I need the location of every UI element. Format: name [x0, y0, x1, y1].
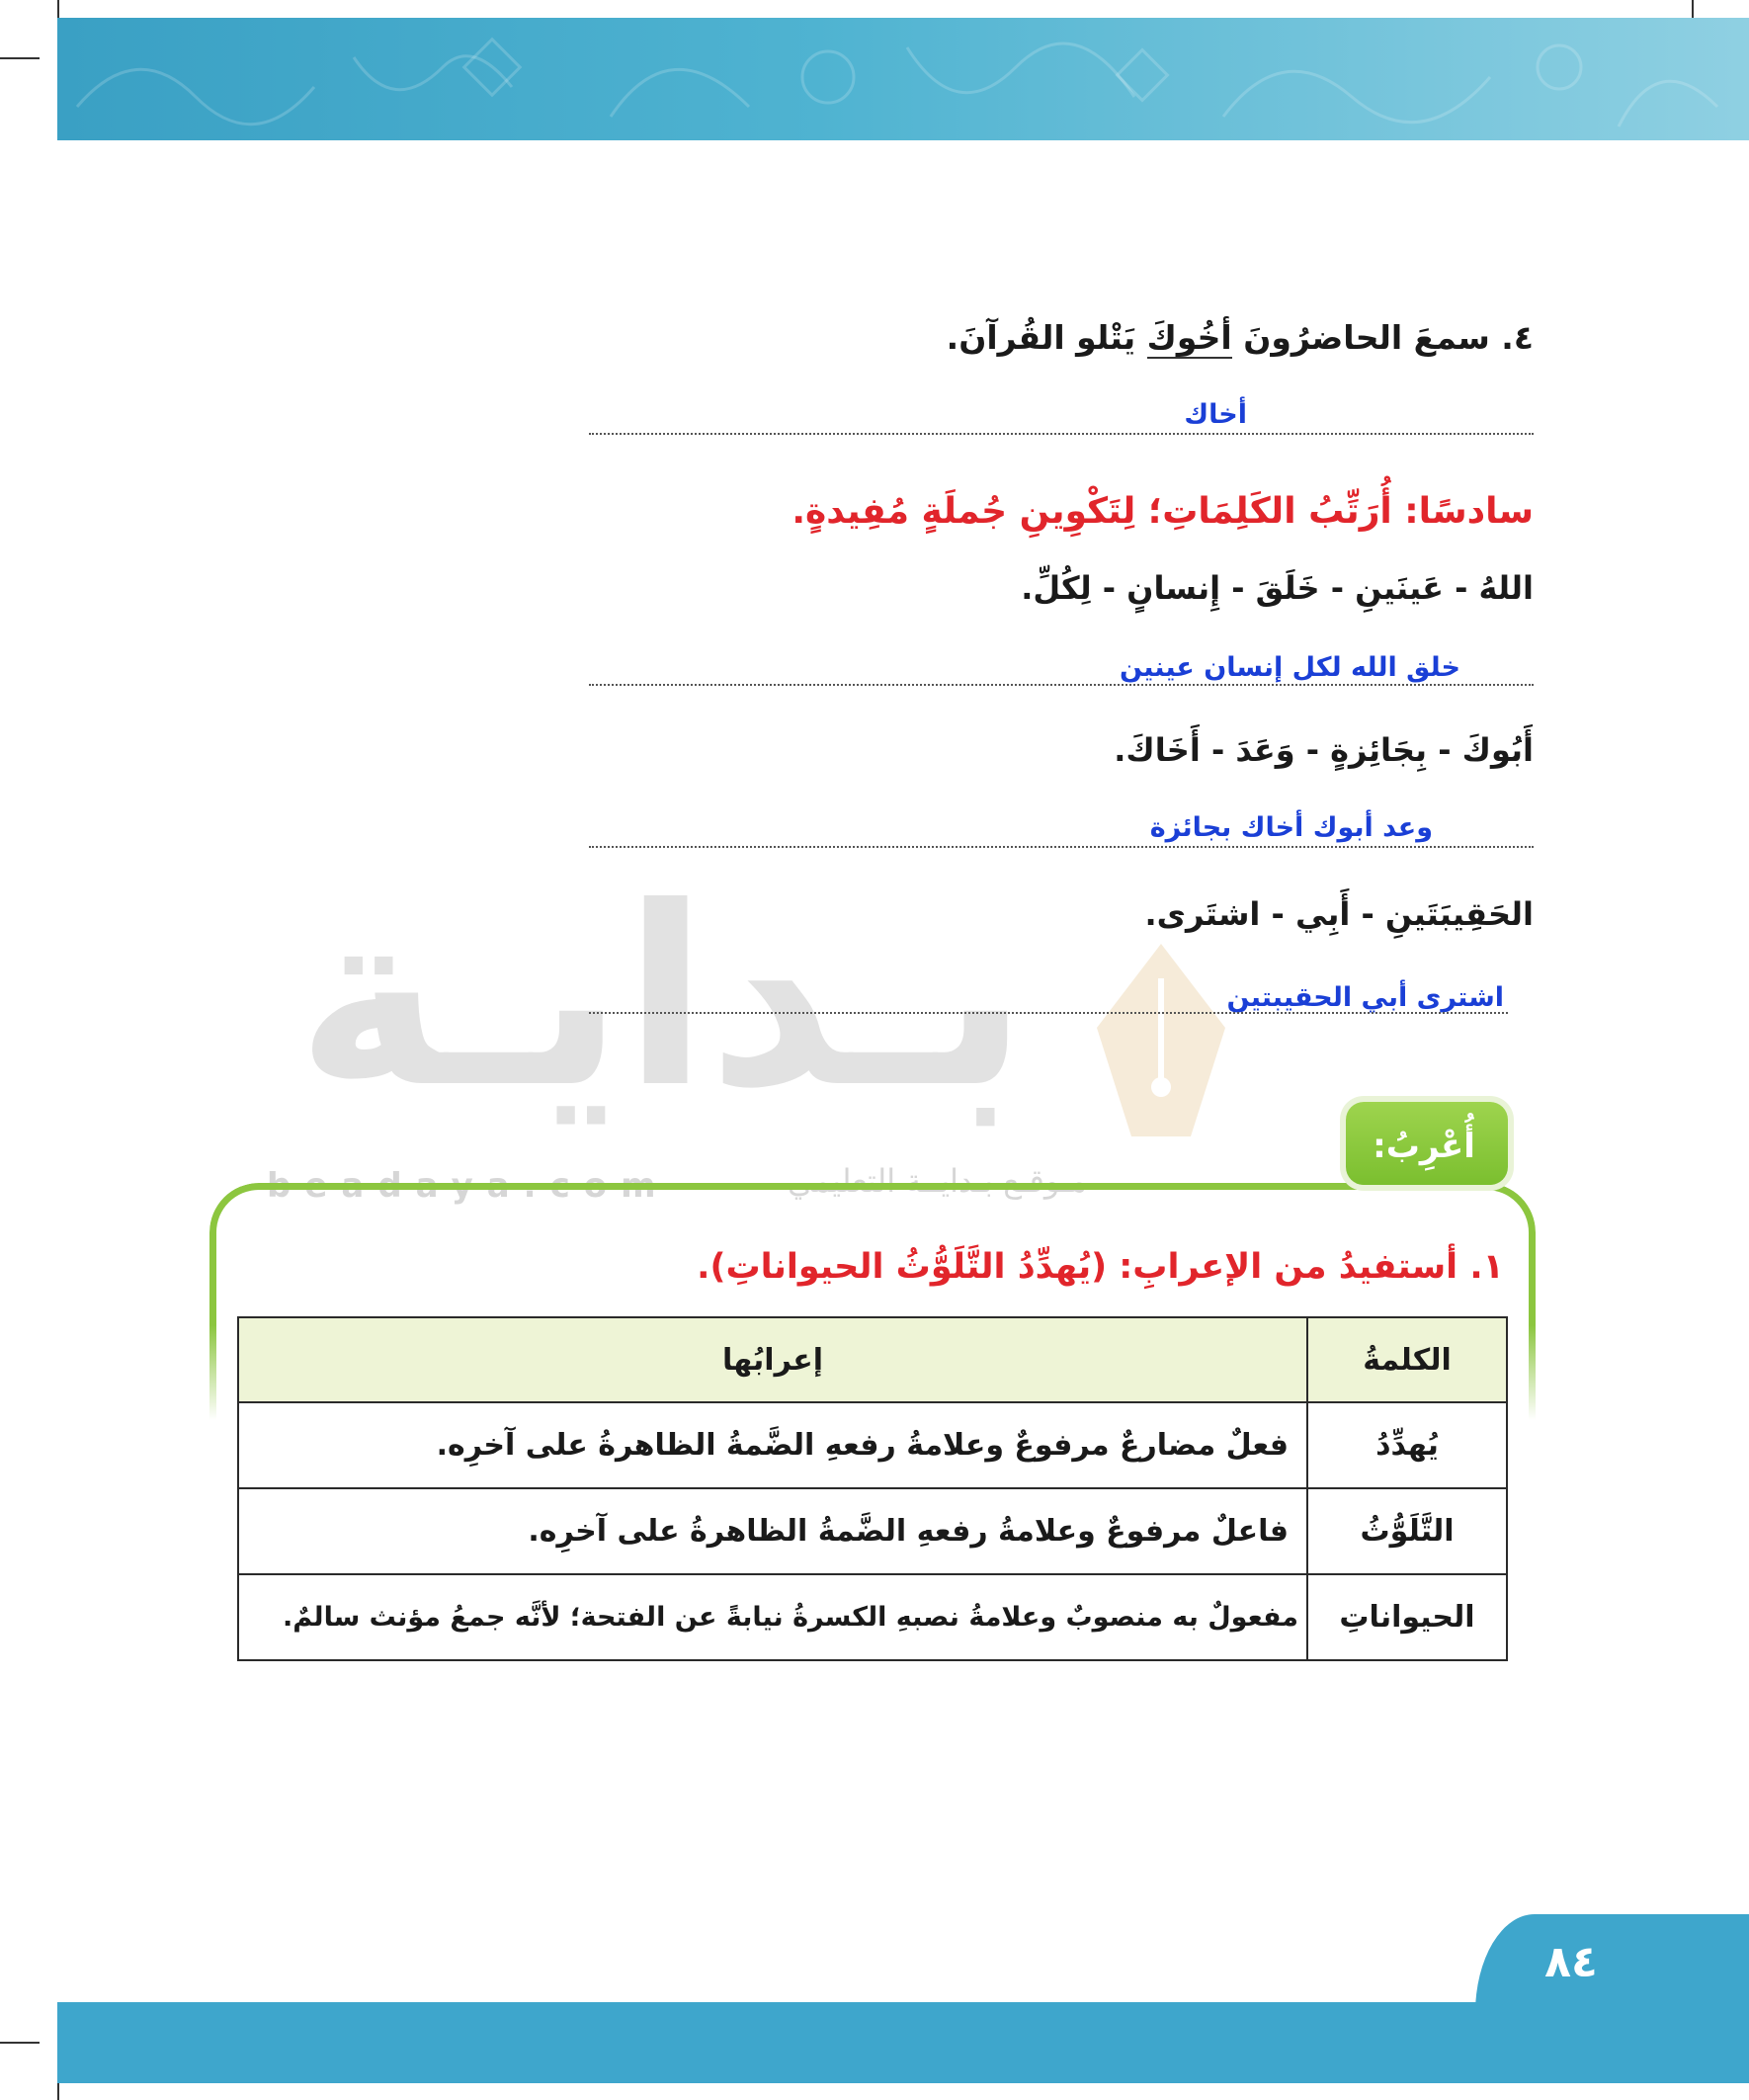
table-cell-word: التَّلَوُّثُ	[1307, 1488, 1507, 1574]
table-cell-parsing: فعلٌ مضارعٌ مرفوعٌ وعلامةُ رفعهِ الضَّمةُ الظاهرةُ على آخرِه.	[238, 1402, 1307, 1488]
answer-line	[589, 684, 1534, 686]
answer-line	[589, 1012, 1508, 1014]
page-number: ٨٤	[1544, 1937, 1598, 1987]
pen-nib-icon	[1087, 939, 1235, 1156]
watermark-brand: بـدايـة	[295, 854, 1029, 1141]
answer-text: خلق الله لكل إنسان عينين	[1119, 652, 1460, 683]
sentence-part: يَتْلو القُرآنَ.	[946, 318, 1136, 357]
answer-text: اشترى أبي الحقيبتين	[1226, 982, 1504, 1013]
answer-text: أخاك	[1184, 399, 1247, 430]
watermark-url: beadaya.com	[267, 1166, 670, 1206]
table-row	[238, 1488, 1507, 1574]
table-row	[238, 1574, 1507, 1660]
exercise-question: ١. أستفيدُ من الإعرابِ: (يُهدِّدُ التَّلَوُّثُ الحيواناتِ).	[697, 1247, 1504, 1287]
crop-mark	[0, 2042, 40, 2044]
watermark-tagline: مـوقـع بـدايــة التعليمي	[787, 1162, 1087, 1200]
word-list: أَبُوكَ - بِجَائِزةٍ - وَعَدَ - أَخَاكَ.	[1114, 731, 1534, 769]
table-cell-parsing: فاعلٌ مرفوعٌ وعلامةُ رفعهِ الضَّمةُ الظاهرةُ على آخرِه.	[238, 1488, 1307, 1574]
crop-mark	[57, 2083, 59, 2100]
table-cell-word: يُهدِّدُ	[1307, 1402, 1507, 1488]
column-header-parsing: إعرابُها	[238, 1317, 1307, 1402]
word-list: اللهُ - عَينَينِ - خَلَقَ - إِنسانٍ - لِكُلِّ.	[1021, 569, 1534, 607]
underlined-word: أخُوكَ	[1146, 318, 1232, 357]
header-band	[57, 18, 1749, 140]
crop-mark	[0, 57, 40, 59]
answer-line	[589, 846, 1534, 848]
word-list: الحَقِيبَتَينِ - أَبِي - اشتَرى.	[1144, 895, 1534, 933]
question-number: ٤.	[1501, 318, 1534, 357]
answer-text: وعد أبوك أخاك بجائزة	[1149, 812, 1433, 843]
question-4	[743, 318, 1534, 368]
calligraphy-pattern-icon	[57, 18, 1749, 140]
sentence-part: سمعَ الحاضرُونَ	[1243, 318, 1490, 357]
crop-mark	[1692, 0, 1694, 18]
parsing-table	[237, 1316, 1508, 1661]
table-cell-parsing: مفعولٌ به منصوبٌ وعلامةُ نصبهِ الكسرةُ نيابةً عن الفتحة؛ لأنَّه جمعُ مؤنث سالمٌ.	[238, 1574, 1307, 1660]
answer-line	[589, 433, 1534, 435]
column-header-word: الكلمةُ	[1307, 1317, 1507, 1402]
table-cell-word: الحيواناتِ	[1307, 1574, 1507, 1660]
table-header-row	[238, 1317, 1507, 1402]
footer-band	[57, 2002, 1749, 2083]
section-tab-label: أُعْرِبُ:	[1373, 1127, 1475, 1166]
table-row	[238, 1402, 1507, 1488]
crop-mark	[57, 0, 59, 18]
section-title: سادسًا: أُرَتِّبُ الكَلِمَاتِ؛ لِتَكْوِينِ جُملَةٍ مُفِيدةٍ.	[791, 491, 1534, 532]
